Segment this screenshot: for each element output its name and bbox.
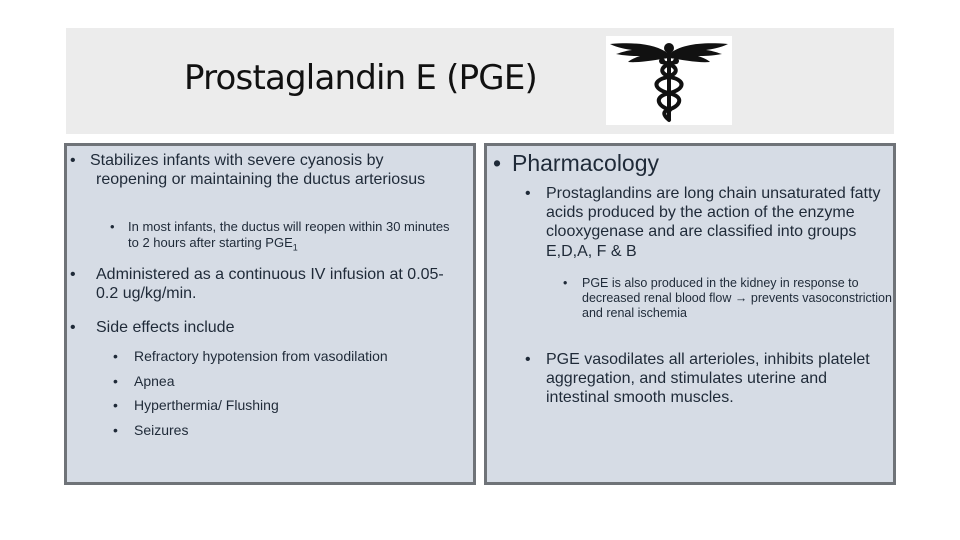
caduceus-icon <box>606 36 732 125</box>
bullet-administered: • Administered as a continuous IV infusion at 0.05-0.2 ug/kg/min. <box>70 266 444 303</box>
pharmacology-heading: • Pharmacology <box>493 150 660 176</box>
list-item: • Seizures <box>113 421 189 438</box>
list-item: • Refractory hypotension from vasodilation <box>113 348 388 364</box>
bullet-dot: • <box>70 266 76 283</box>
bullet-dot: • <box>110 219 115 234</box>
bullet-stabilizes: • Stabilizes infants with severe cyanosis by reopening or maintaining the ductus arteriosus <box>70 152 426 189</box>
list-item: • Hyperthermia/ Flushing <box>113 397 279 413</box>
caduceus-graphic <box>606 36 732 125</box>
list-item: • Apnea <box>113 372 175 389</box>
side-effects-list <box>113 344 453 442</box>
sub-bullet-text: In most infants, the ductus will reopen within 30 minutes to 2 hours after starting PGE <box>128 219 450 250</box>
bullet-dot: • <box>525 351 531 368</box>
bullet-dot: • <box>525 185 531 202</box>
bullet-dot: • <box>493 150 502 176</box>
bullet-dot: • <box>70 152 76 169</box>
slide-title: Prostaglandin E (PGE) <box>184 58 537 98</box>
bullet-dot: • <box>70 319 76 336</box>
sub-bullet-kidney: • PGE is also produced in the kidney in response to decreased renal blood flow → prevents vasoconstriction and renal ischemia <box>563 276 892 320</box>
sub-bullet-ductus-reopen <box>110 219 450 253</box>
bullet-side-effects: • Side effects include <box>70 319 235 336</box>
pge-subscript: 1 <box>292 242 298 253</box>
title-band <box>66 28 894 134</box>
left-content-panel <box>64 143 476 485</box>
bullet-prostaglandins: • Prostaglandins are long chain unsaturated fatty acids produced by the action of the enzyme clooxygenase and are classified into groups E,D,A, F & B <box>525 185 881 260</box>
bullet-dot: • <box>563 276 568 290</box>
bullet-vasodilates: • PGE vasodilates all arterioles, inhibits platelet aggregation, and stimulates uterine and intestinal smooth muscles. <box>525 351 870 407</box>
right-content-panel <box>484 143 896 485</box>
right-arrow-icon: → <box>734 291 748 305</box>
